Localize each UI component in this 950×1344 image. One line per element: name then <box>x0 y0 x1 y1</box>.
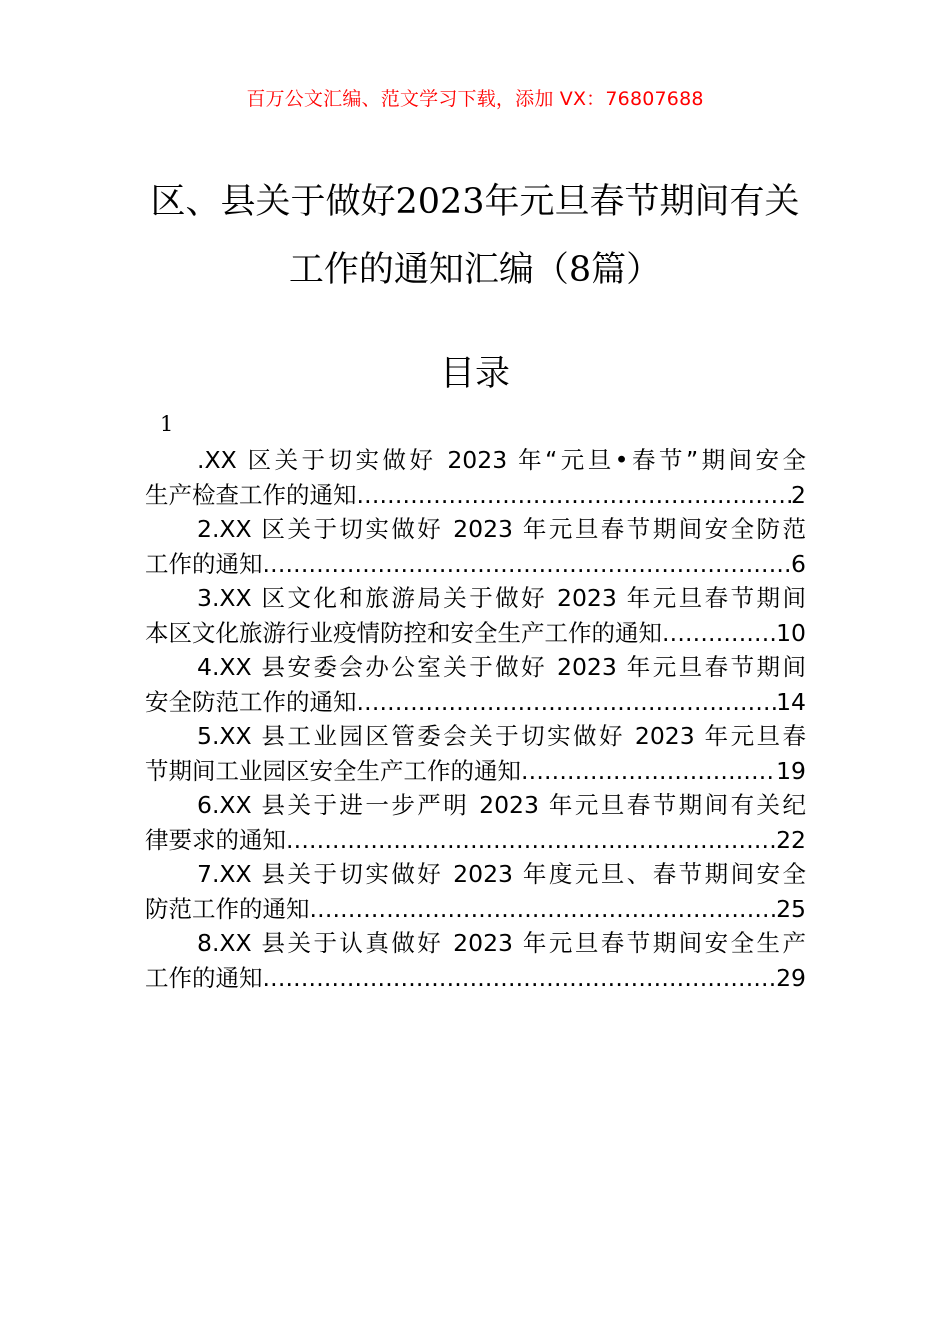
toc-entry-title: 4.XX 县安委会办公室关于做好 2023 年元旦春节期间 <box>197 653 806 681</box>
toc-entry-title-cont: 防范工作的通知 <box>145 894 310 923</box>
toc-entry-title: 7.XX 县关于切实做好 2023 年度元旦、春节期间安全 <box>197 860 806 888</box>
toc-entry-title: 2.XX 区关于切实做好 2023 年元旦春节期间安全防范 <box>197 515 806 543</box>
title-count: 8 <box>568 250 592 290</box>
toc-entry-title-cont: 本区文化旅游行业疫情防控和安全生产工作的通知 <box>145 618 662 647</box>
toc-entry[interactable] <box>145 512 806 581</box>
document-title-line-1 <box>0 182 950 222</box>
toc-leader-dots <box>286 823 776 858</box>
toc-page-number: 2 <box>791 480 806 509</box>
toc-entry-title: 3.XX 区文化和旅游局关于做好 2023 年元旦春节期间 <box>197 584 806 612</box>
title-text: 区、县关于做好 <box>150 182 396 222</box>
toc-leader-dots <box>662 616 776 651</box>
title-year: 2023 <box>395 182 485 222</box>
toc-leader-dots <box>357 685 777 720</box>
toc-page-number: 25 <box>776 894 806 923</box>
toc-entry[interactable] <box>145 926 806 995</box>
title-text: 工作的通知汇编（ <box>288 250 569 290</box>
toc-entry-title-cont: 工作的通知 <box>145 963 263 992</box>
toc-entry-title-cont: 工作的通知 <box>145 549 263 578</box>
watermark-banner: 百万公文汇编、范文学习下载，添加 VX：76807688 <box>246 88 704 110</box>
toc-entry-title: .XX 区关于切实做好 2023 年“元旦•春节”期间安全 <box>197 446 806 474</box>
toc-first-number: 1 <box>160 412 174 436</box>
toc-entry[interactable] <box>145 650 806 719</box>
toc-page-number: 19 <box>776 756 806 785</box>
toc-entry-title: 8.XX 县关于认真做好 2023 年元旦春节期间安全生产 <box>197 929 806 957</box>
document-title-line-2 <box>0 250 950 290</box>
toc-page-number: 6 <box>791 549 806 578</box>
toc-entry[interactable] <box>145 719 806 788</box>
toc-entry-title-cont: 安全防范工作的通知 <box>145 687 357 716</box>
toc-leader-dots <box>310 892 777 927</box>
toc-heading: 目录 <box>439 354 510 394</box>
title-text: 篇） <box>591 250 662 290</box>
toc-page-number: 29 <box>776 963 806 992</box>
toc-entry[interactable] <box>145 581 806 650</box>
toc-page-number: 14 <box>776 687 806 716</box>
table-of-contents <box>145 443 806 995</box>
toc-entry-title: 6.XX 县关于进一步严明 2023 年元旦春节期间有关纪 <box>197 791 806 819</box>
toc-page-number: 10 <box>776 618 806 647</box>
toc-leader-dots <box>263 961 777 996</box>
title-text: 年元旦春节期间有关 <box>484 182 800 222</box>
toc-entry-title-cont: 节期间工业园区安全生产工作的通知 <box>145 756 521 785</box>
toc-entry-title-cont: 生产检查工作的通知 <box>145 480 357 509</box>
toc-leader-dots <box>263 547 792 582</box>
toc-entry[interactable] <box>145 788 806 857</box>
toc-leader-dots <box>521 754 776 789</box>
toc-entry-title-cont: 律要求的通知 <box>145 825 286 854</box>
toc-entry-title: 5.XX 县工业园区管委会关于切实做好 2023 年元旦春 <box>197 722 806 750</box>
toc-page-number: 22 <box>776 825 806 854</box>
toc-entry[interactable] <box>145 857 806 926</box>
toc-entry[interactable] <box>145 443 806 512</box>
toc-leader-dots <box>357 478 792 513</box>
